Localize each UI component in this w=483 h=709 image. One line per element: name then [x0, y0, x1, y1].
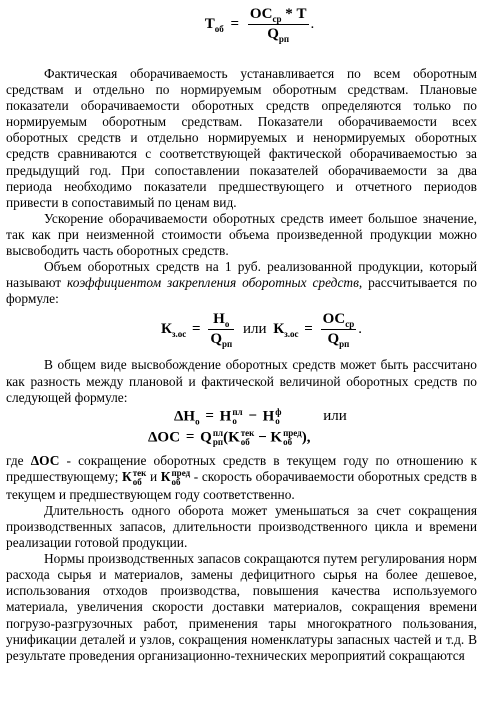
- paragraph-where-definitions: где ΔОС - сокращение оборотных средств в текущем году по отношению к предшествующему; К тек об и К пред об - скорость оборачиваемости оборотных средств в текущем и предшествующем году соответственно.: [6, 452, 477, 502]
- paragraph-duration-reduction: Длительность одного оборота может уменьшаться за счет сокращения производственных запасов, длительности производственного цикла и времени реализации готовой продукции.: [6, 502, 477, 551]
- term-fixing-coefficient: коэффициентом закрепления оборотных средств: [67, 275, 359, 291]
- formula-turnover-duration: $T_{об}$ = $\frac{ОС_{ср} * T}{Q_{рп}}$ .: [204, 6, 315, 44]
- paragraph-fixing-coefficient: Объем оборотных средств на 1 руб. реализованной продукции, который называют коэффициентом закрепления оборотных средств, рассчитывается по формуле:: [6, 259, 478, 307]
- paragraph-actual-turnover: Фактическая оборачиваемость устанавливается по всем оборотным средствам и отдельно по нормируемым оборотным средствам. Плановые показатели оборачиваемости оборотных средств определяются только по нормируемым оборотным средствам. Показатели оборачиваемости всех оборотных средств и отдельно нормируемых и ненормируемых оборотных средств сравниваются с соответствующей фактической оборачиваемостью за предыдущий год. При сопоставлении показателей оборачиваемости за два периода необходимо показатели предшествующего и отчетного периодов привести в сопоставимый по ценам вид.: [6, 66, 477, 210]
- paragraph-inventory-norms: Нормы производственных запасов сокращаются путем регулирования норм расхода сырья и материалов, замены дефицитного сырья на более дешевое, использования отходов производства, повышения качества используемого материала, увеличения скорости доставки материалов, сокращения времени погрузо-разгрузочных работ, применения тары многократного пользования, унификации деталей и узлов, сокращения номенклатуры запасных частей и т.д. В результате проведения организационно-технических мероприятий сокращаются: [6, 551, 477, 663]
- kz-fraction-2: $\frac{ОС_{ср}}{Q_{рп}}$: [322, 311, 355, 350]
- kz-fraction-1: $\frac{Н_о}{Q_{рп}}$: [210, 311, 233, 350]
- turnover-fraction: $\frac{ОС_{ср} * T}{Q_{рп}}$: [249, 6, 307, 44]
- paragraph-acceleration: Ускорение оборачиваемости оборотных средств имеет большое значение, так как при неизменной стоимости объема произведенной продукции можно высвободить часть оборотных средств.: [6, 210, 477, 259]
- formula-delta-working-capital: ΔОС = Q пл рп (K тек об − K пред об ),: [148, 427, 311, 447]
- document-page: [0, 6, 483, 709]
- formula-fixing-coefficient: $К_{з.ос}$ = $\frac{Н_о}{Q_{рп}}$ или $К_{з.ос}$ = $\frac{ОС_{ср}}{Q_{рп}}$ .: [160, 311, 362, 350]
- formula-delta-norm: $\Delta Н_о = Н$ пл о − Н ф о или: [174, 406, 347, 427]
- paragraph-release-general: В общем виде высвобождение оборотных средств может быть рассчитано как разность между плановой и фактической величиной оборотных средств по следующей формуле:: [6, 357, 477, 405]
